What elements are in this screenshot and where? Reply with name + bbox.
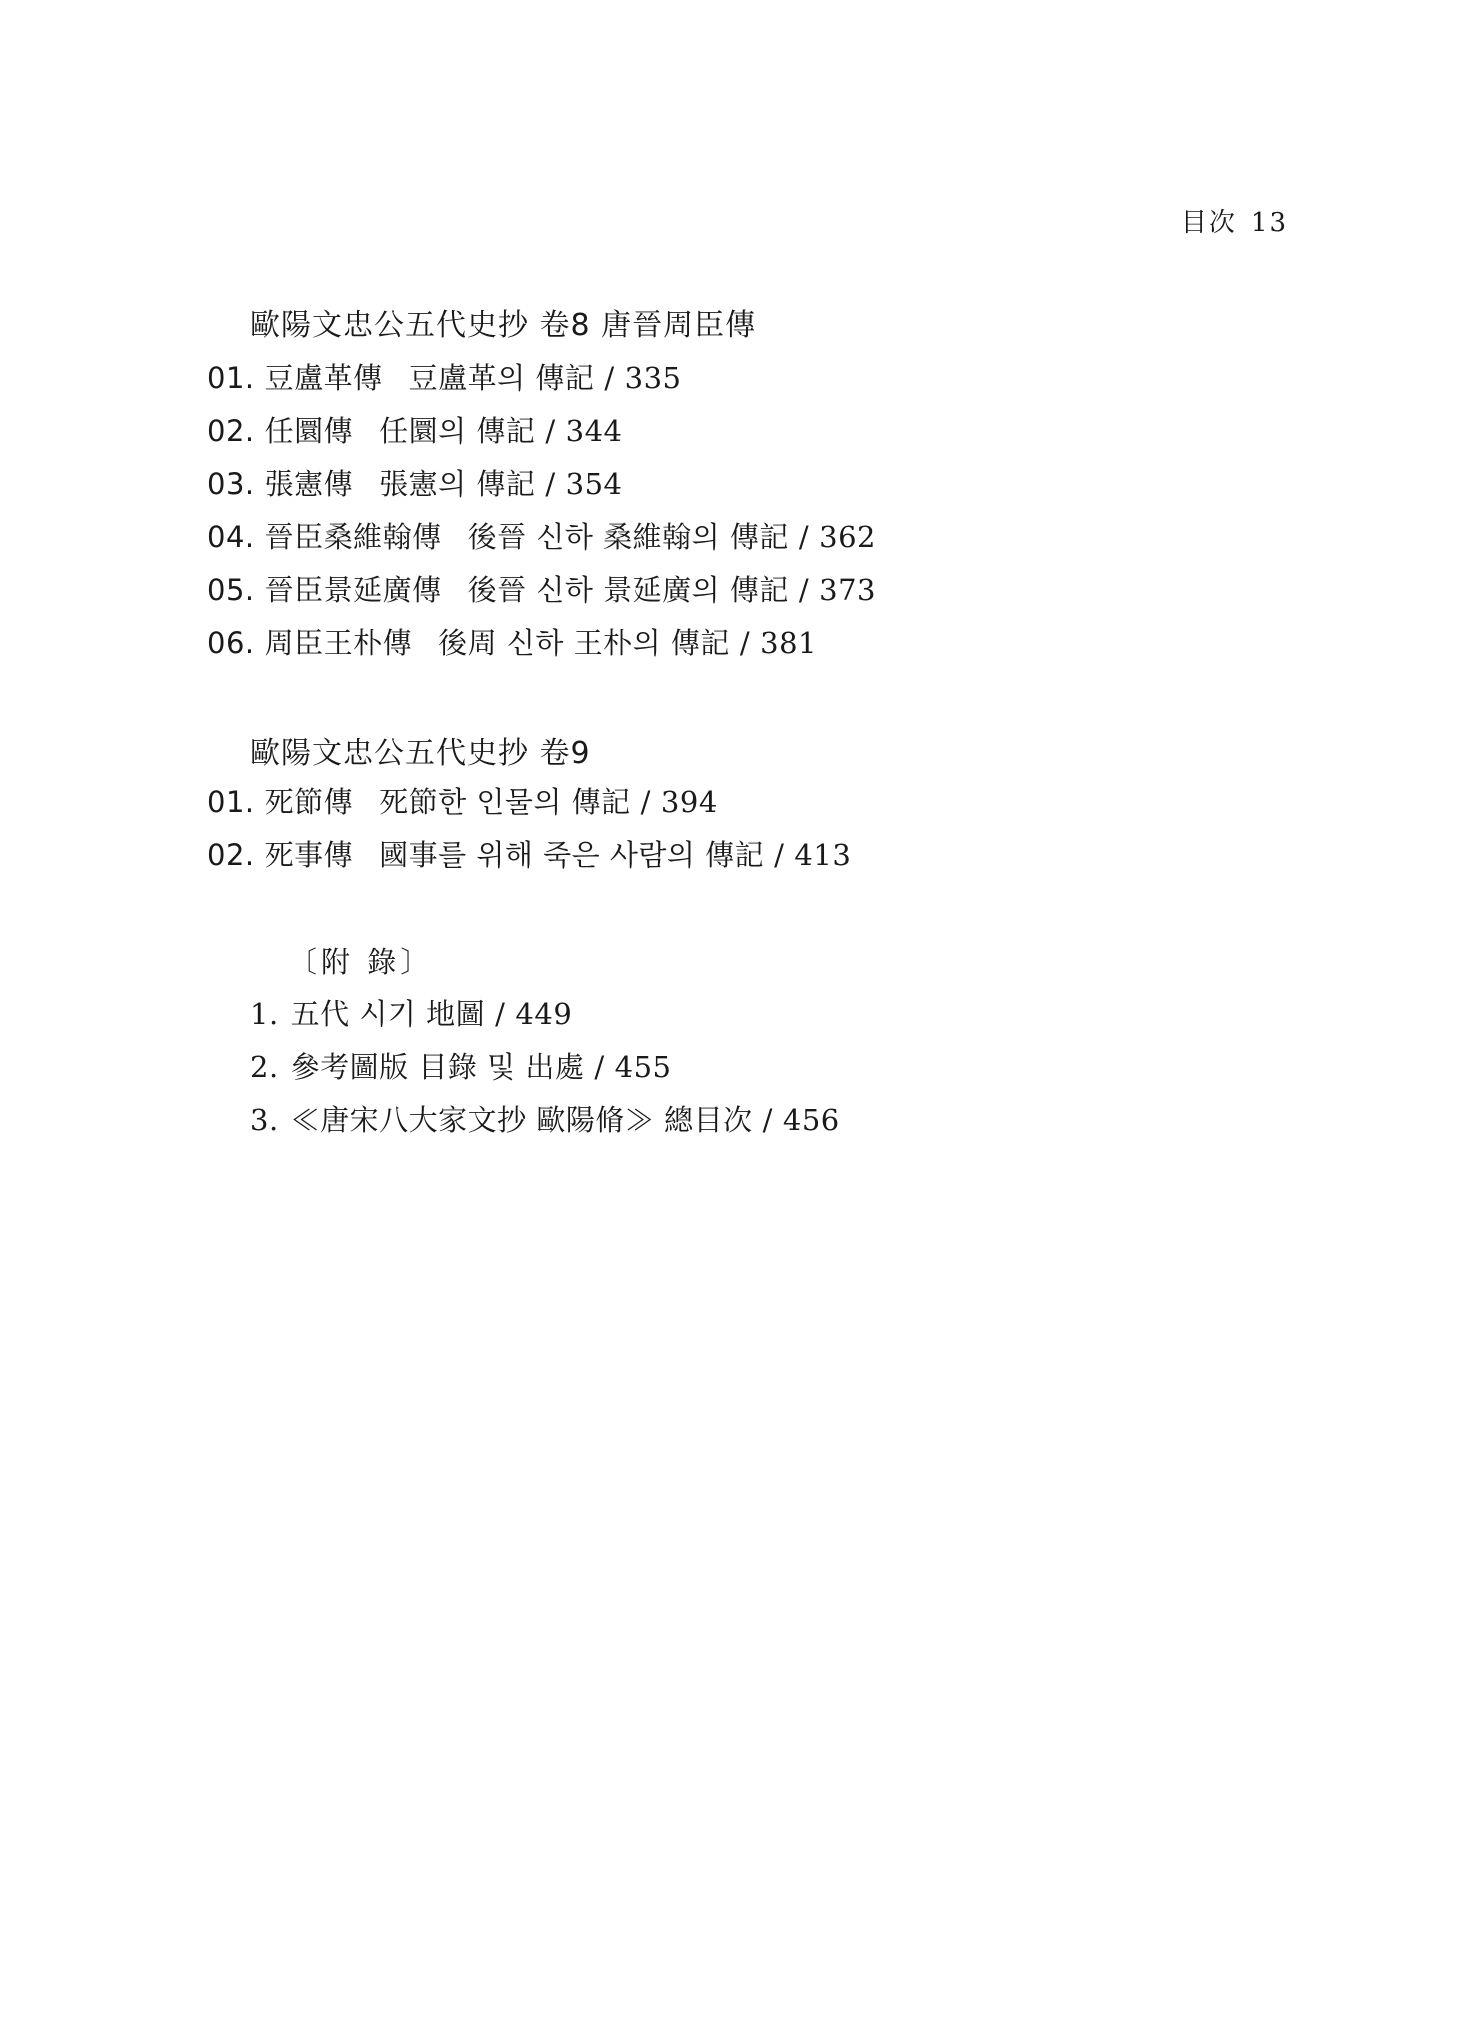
entry-description: 張憲의 傳記 xyxy=(379,467,536,501)
entry-number: 02. xyxy=(207,838,255,872)
entry-title: 死節傳 xyxy=(264,785,354,819)
entry-description: 任圜의 傳記 xyxy=(379,414,536,448)
entry-title: 死事傳 xyxy=(264,838,354,872)
section-title: 歐陽文忠公五代史抄 卷9 xyxy=(250,736,591,771)
entry-number: 1. xyxy=(250,997,279,1031)
separator: / xyxy=(798,573,810,607)
separator: / xyxy=(495,997,506,1031)
entry-number: 04. xyxy=(207,520,255,554)
entry-description: 後晉 신하 桑維翰의 傳記 xyxy=(467,520,789,554)
entry-title: 任圜傳 xyxy=(264,414,354,448)
entry-page: 449 xyxy=(515,997,573,1031)
separator: / xyxy=(739,626,751,660)
toc-entry[interactable] xyxy=(207,352,876,405)
entry-number: 2. xyxy=(250,1050,279,1084)
toc-entry[interactable] xyxy=(207,829,851,882)
toc-entry[interactable] xyxy=(207,564,876,617)
appendix-list xyxy=(250,988,840,1147)
toc-entry[interactable] xyxy=(207,776,851,829)
entry-number: 02. xyxy=(207,414,255,448)
appendix-entry[interactable] xyxy=(250,1041,840,1094)
entry-title: 周臣王朴傳 xyxy=(264,626,413,660)
entry-number: 3. xyxy=(250,1103,279,1137)
toc-list xyxy=(207,352,876,670)
separator: / xyxy=(762,1103,773,1137)
toc-entry[interactable] xyxy=(207,405,876,458)
toc-entry[interactable] xyxy=(207,617,876,670)
toc-list xyxy=(207,776,851,882)
section-title: 歐陽文忠公五代史抄 卷8 唐晉周臣傳 xyxy=(250,308,757,343)
separator: / xyxy=(604,361,615,395)
entry-page: 456 xyxy=(782,1103,840,1137)
toc-entry[interactable] xyxy=(207,511,876,564)
entry-number: 05. xyxy=(207,573,255,607)
entry-number: 01. xyxy=(207,785,255,819)
entry-title: 五代 시기 地圖 xyxy=(290,997,486,1031)
separator: / xyxy=(774,838,785,872)
separator: / xyxy=(594,1050,605,1084)
entry-page: 381 xyxy=(760,626,817,660)
entry-description: 死節한 인물의 傳記 xyxy=(379,785,631,819)
header-label: 目次 xyxy=(1180,208,1237,238)
entry-title: ≪唐宋八大家文抄 歐陽脩≫ 總目次 xyxy=(290,1103,753,1137)
appendix-entry[interactable] xyxy=(250,1094,840,1147)
toc-entry[interactable] xyxy=(207,458,876,511)
running-header xyxy=(1181,202,1288,239)
entry-title: 晉臣景延廣傳 xyxy=(264,573,442,607)
entry-title: 晉臣桑維翰傳 xyxy=(264,520,442,554)
entry-title: 參考圖版 目錄 및 出處 xyxy=(290,1050,585,1084)
separator: / xyxy=(545,414,556,448)
appendix-title: 〔附 錄〕 xyxy=(288,945,434,979)
entry-description: 後晉 신하 景延廣의 傳記 xyxy=(467,573,789,607)
entry-description: 國事를 위해 죽은 사람의 傳記 xyxy=(379,838,765,872)
entry-page: 354 xyxy=(565,467,623,501)
entry-description: 後周 신하 王朴의 傳記 xyxy=(438,626,730,660)
entry-page: 455 xyxy=(614,1050,672,1084)
separator: / xyxy=(798,520,810,554)
entry-number: 03. xyxy=(207,467,255,501)
entry-page: 362 xyxy=(819,520,876,554)
entry-page: 344 xyxy=(565,414,623,448)
separator: / xyxy=(545,467,556,501)
appendix-entry[interactable] xyxy=(250,988,840,1041)
entry-description: 豆盧革의 傳記 xyxy=(408,361,595,395)
entry-page: 373 xyxy=(819,573,876,607)
entry-number: 01. xyxy=(207,361,255,395)
entry-title: 豆盧革傳 xyxy=(264,361,383,395)
entry-page: 394 xyxy=(660,785,718,819)
page-number: 13 xyxy=(1250,208,1288,238)
separator: / xyxy=(640,785,651,819)
entry-page: 335 xyxy=(624,361,682,395)
entry-number: 06. xyxy=(207,626,255,660)
entry-page: 413 xyxy=(794,838,852,872)
entry-title: 張憲傳 xyxy=(264,467,354,501)
